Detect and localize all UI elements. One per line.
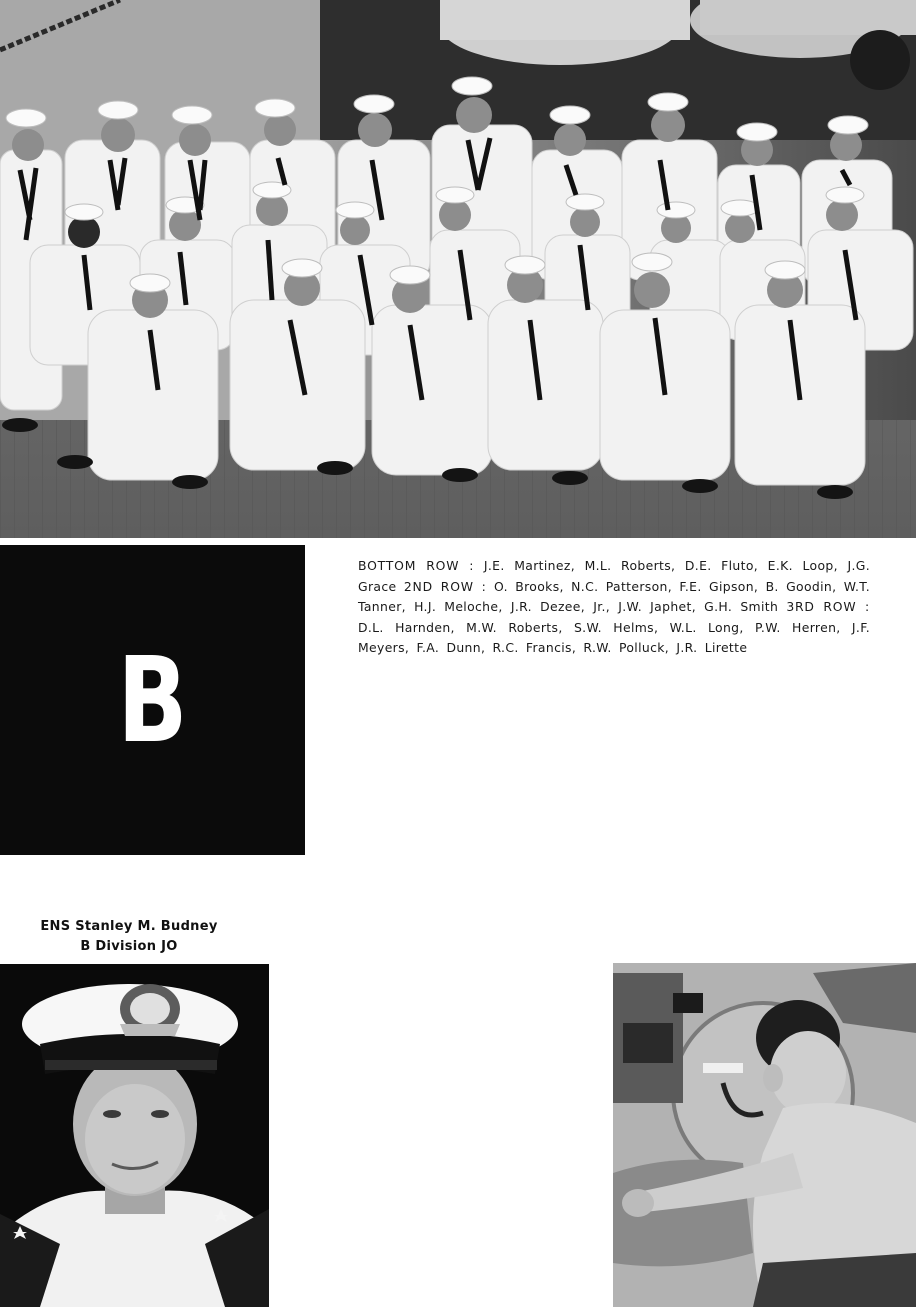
group-photo-caption — [358, 556, 870, 659]
caption-row-label-2nd: 2ND ROW : — [403, 578, 487, 594]
officer-caption — [0, 917, 258, 957]
officer-title: B Division JO — [80, 939, 178, 954]
caption-row-names-2nd: O. Brooks, N.C. Patterson, F.E. Gipson, B. Goodin, W.T. Tanner, H.J. Meloche, J.R. Dezee, Jr., J.W. Japhet, G.H. Smith — [358, 578, 870, 615]
action-photo — [613, 963, 916, 1307]
officer-portrait-illustration — [0, 964, 269, 1307]
group-photo — [0, 0, 916, 538]
officer-name: ENS Stanley M. Budney — [40, 919, 218, 934]
caption-row-names-3rd: D.L. Harnden, M.W. Roberts, S.W. Helms, W.L. Long, P.W. Herren, J.F. Meyers, F.A. Dunn, R.C. Francis, R.W. Polluck, J.R. Lirette — [358, 619, 870, 656]
caption-row-label-3rd: 3RD ROW : — [786, 599, 870, 615]
group-photo-illustration — [0, 0, 916, 538]
officer-portrait — [0, 964, 269, 1307]
action-photo-illustration — [613, 963, 916, 1307]
caption-row-label-bottom: BOTTOM ROW : — [358, 558, 475, 573]
division-letter-block — [0, 545, 305, 855]
division-letter: B — [117, 631, 188, 769]
caption-row-names-bottom: J.E. Martinez, M.L. Roberts, D.E. Fluto, E.K. Loop, J.G. Grace — [358, 558, 871, 594]
